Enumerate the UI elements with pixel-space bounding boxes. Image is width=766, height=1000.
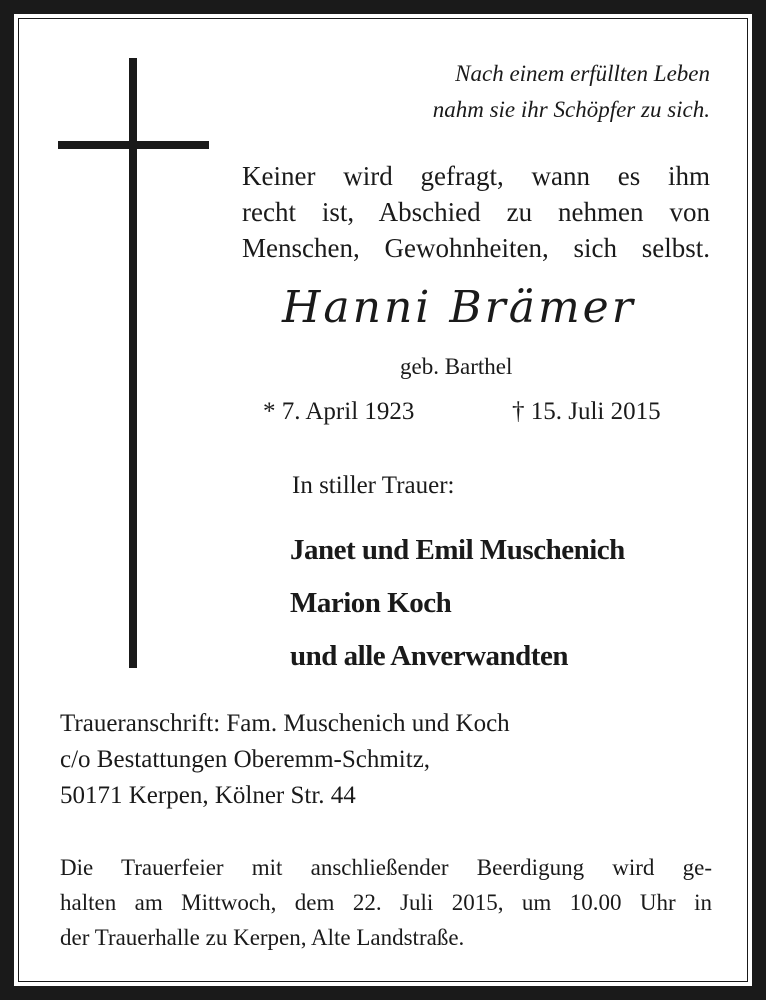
quote-line: Menschen, Gewohnheiten, sich selbst. (242, 233, 710, 263)
cross-icon (129, 58, 137, 668)
quote-line: recht ist, Abschied zu nehmen von (242, 197, 710, 227)
quote-line: Keiner wird gefragt, wann es ihm (242, 161, 710, 191)
mourner-item: Marion Koch (290, 587, 452, 619)
motto-line: Nach einem erfüllten Leben (455, 61, 710, 86)
motto-line: nahm sie ihr Schöpfer zu sich. (432, 97, 710, 122)
mourner-item: und alle Anverwandten (290, 640, 568, 672)
mourner-item: Janet und Emil Muschenich (290, 534, 625, 566)
death-date: † 15. Juli 2015 (512, 398, 661, 425)
birth-date: * 7. April 1923 (263, 398, 415, 425)
ceremony-line: der Trauerhalle zu Kerpen, Alte Landstraße. (60, 925, 465, 950)
address-line: c/o Bestattungen Oberemm-Schmitz, (60, 746, 431, 773)
mourners-list (290, 524, 625, 683)
ceremony-line: Die Trauerfeier mit anschließender Beerdigung wird ge- (60, 855, 712, 880)
motto (433, 56, 710, 128)
ceremony-line: halten am Mittwoch, dem 22. Juli 2015, um 10.00 Uhr in (60, 890, 712, 915)
mourning-intro: In stiller Trauer: (292, 472, 455, 499)
maiden-name: geb. Barthel (400, 354, 513, 379)
cross-icon-bar (58, 141, 209, 149)
deceased-name: Hanni Brämer (282, 282, 636, 333)
quote (242, 158, 710, 266)
address-line: 50171 Kerpen, Kölner Str. 44 (60, 782, 356, 809)
ceremony-notice (60, 850, 712, 955)
address-line: Traueranschrift: Fam. Muschenich und Koch (60, 710, 510, 737)
mourning-address (60, 706, 510, 814)
